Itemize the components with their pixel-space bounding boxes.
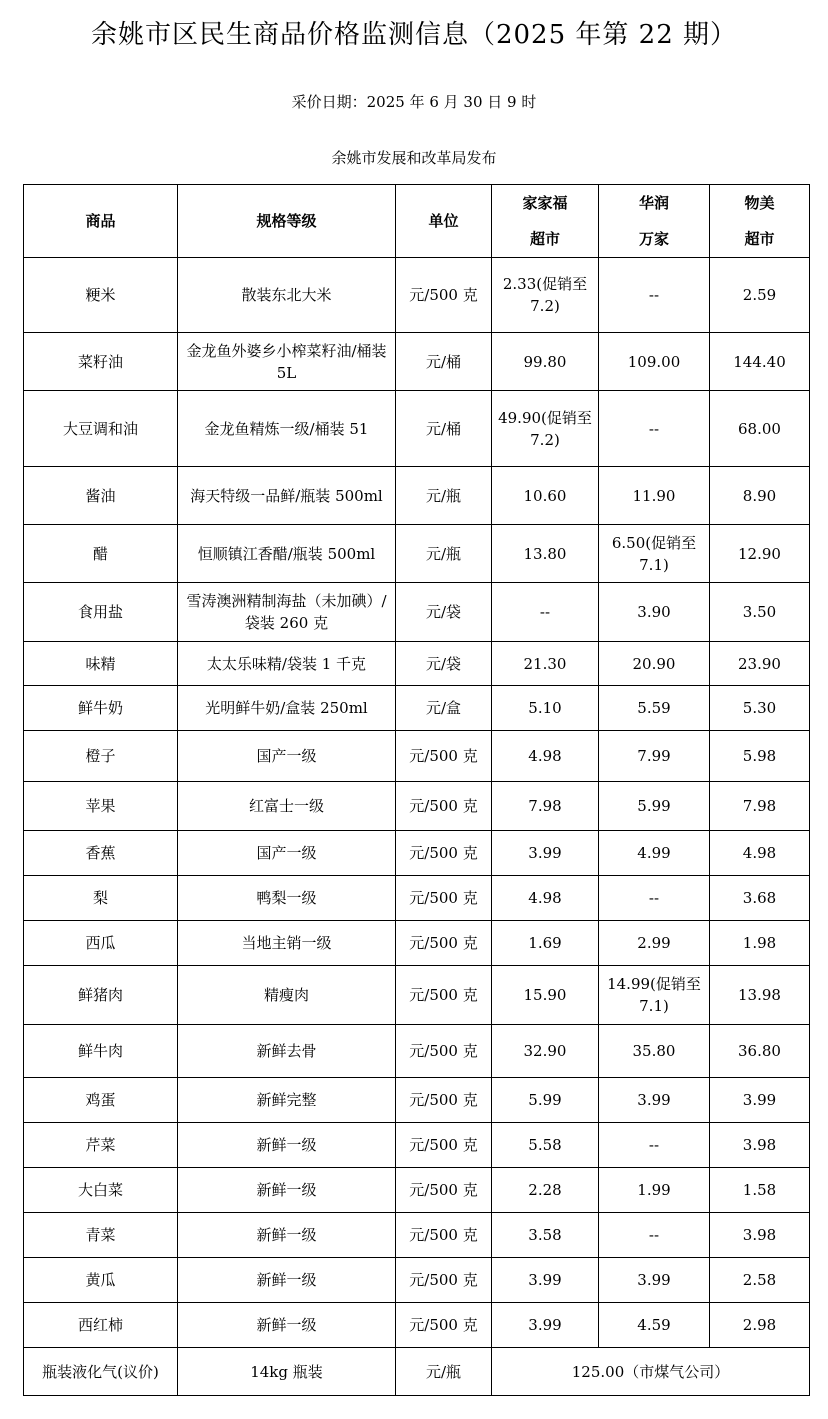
cell-price-huarun: 4.99 <box>599 831 710 876</box>
table-row <box>24 467 810 525</box>
cell-price-huarun: -- <box>599 1213 710 1258</box>
cell-name: 大白菜 <box>24 1168 178 1213</box>
cell-name: 梨 <box>24 876 178 921</box>
cell-price-huarun: 3.99 <box>599 1258 710 1303</box>
header-spec: 规格等级 <box>178 185 396 258</box>
cell-unit: 元/500 克 <box>396 1123 492 1168</box>
cell-spec: 新鲜一级 <box>178 1303 396 1348</box>
cell-price-wumei: 3.98 <box>710 1213 810 1258</box>
header-store-huarun-line1: 华润 <box>638 194 669 212</box>
cell-price-jiajiafu: 5.10 <box>492 686 599 731</box>
cell-spec: 红富士一级 <box>178 782 396 831</box>
header-store-wumei-line1: 物美 <box>744 194 775 212</box>
header-store-jiajiafu-line2: 超市 <box>529 230 560 248</box>
cell-price-huarun: 20.90 <box>599 642 710 686</box>
cell-price-wumei: 23.90 <box>710 642 810 686</box>
cell-spec: 新鲜完整 <box>178 1078 396 1123</box>
cell-name: 香蕉 <box>24 831 178 876</box>
cell-price-huarun: 109.00 <box>599 333 710 391</box>
table-row <box>24 731 810 782</box>
cell-unit: 元/500 克 <box>396 966 492 1025</box>
cell-price-jiajiafu: -- <box>492 583 599 642</box>
cell-price-huarun: 11.90 <box>599 467 710 525</box>
cell-unit: 元/500 克 <box>396 258 492 333</box>
cell-unit: 元/500 克 <box>396 782 492 831</box>
cell-price-jiajiafu: 3.99 <box>492 831 599 876</box>
header-unit: 单位 <box>396 185 492 258</box>
cell-spec: 新鲜去骨 <box>178 1025 396 1078</box>
cell-spec: 14kg 瓶装 <box>178 1348 396 1396</box>
table-row <box>24 782 810 831</box>
cell-price-huarun: 6.50(促销至 7.1) <box>599 525 710 583</box>
cell-price-lpg: 125.00（市煤气公司） <box>492 1348 810 1396</box>
cell-spec: 散装东北大米 <box>178 258 396 333</box>
cell-price-wumei: 12.90 <box>710 525 810 583</box>
cell-price-wumei: 8.90 <box>710 467 810 525</box>
cell-price-jiajiafu: 1.69 <box>492 921 599 966</box>
cell-unit: 元/袋 <box>396 583 492 642</box>
cell-name: 粳米 <box>24 258 178 333</box>
cell-spec: 金龙鱼外婆乡小榨菜籽油/桶装 5L <box>178 333 396 391</box>
cell-spec: 新鲜一级 <box>178 1258 396 1303</box>
cell-unit: 元/500 克 <box>396 1303 492 1348</box>
cell-spec: 海天特级一品鲜/瓶装 500ml <box>178 467 396 525</box>
cell-price-jiajiafu: 3.58 <box>492 1213 599 1258</box>
header-store-wumei <box>710 185 810 258</box>
cell-spec: 金龙鱼精炼一级/桶装 51 <box>178 391 396 467</box>
cell-price-wumei: 3.98 <box>710 1123 810 1168</box>
cell-price-wumei: 3.50 <box>710 583 810 642</box>
cell-spec: 恒顺镇江香醋/瓶装 500ml <box>178 525 396 583</box>
cell-price-jiajiafu: 7.98 <box>492 782 599 831</box>
cell-name: 鲜牛肉 <box>24 1025 178 1078</box>
cell-name: 鲜猪肉 <box>24 966 178 1025</box>
table-row <box>24 642 810 686</box>
table-row <box>24 1258 810 1303</box>
cell-price-huarun: -- <box>599 876 710 921</box>
cell-price-huarun: 14.99(促销至 7.1) <box>599 966 710 1025</box>
cell-spec: 光明鲜牛奶/盒装 250ml <box>178 686 396 731</box>
cell-spec: 国产一级 <box>178 831 396 876</box>
cell-unit: 元/桶 <box>396 391 492 467</box>
table-row <box>24 966 810 1025</box>
cell-spec: 国产一级 <box>178 731 396 782</box>
cell-price-wumei: 3.99 <box>710 1078 810 1123</box>
cell-price-wumei: 7.98 <box>710 782 810 831</box>
cell-name: 味精 <box>24 642 178 686</box>
cell-price-huarun: 4.59 <box>599 1303 710 1348</box>
cell-price-huarun: 3.99 <box>599 1078 710 1123</box>
cell-price-huarun: 1.99 <box>599 1168 710 1213</box>
cell-unit: 元/500 克 <box>396 1213 492 1258</box>
cell-price-jiajiafu: 2.33(促销至 7.2) <box>492 258 599 333</box>
cell-unit: 元/袋 <box>396 642 492 686</box>
table-row <box>24 876 810 921</box>
cell-name: 酱油 <box>24 467 178 525</box>
table-row-lpg <box>24 1348 810 1396</box>
cell-name: 苹果 <box>24 782 178 831</box>
cell-price-jiajiafu: 4.98 <box>492 731 599 782</box>
cell-unit: 元/500 克 <box>396 1258 492 1303</box>
cell-price-huarun: 35.80 <box>599 1025 710 1078</box>
cell-unit: 元/500 克 <box>396 831 492 876</box>
cell-price-wumei: 144.40 <box>710 333 810 391</box>
cell-name: 菜籽油 <box>24 333 178 391</box>
cell-unit: 元/瓶 <box>396 525 492 583</box>
cell-name: 瓶装液化气(议价) <box>24 1348 178 1396</box>
cell-price-jiajiafu: 5.58 <box>492 1123 599 1168</box>
cell-price-wumei: 2.59 <box>710 258 810 333</box>
price-table <box>23 184 810 1396</box>
cell-name: 食用盐 <box>24 583 178 642</box>
cell-price-jiajiafu: 99.80 <box>492 333 599 391</box>
table-row <box>24 1078 810 1123</box>
cell-name: 西红柿 <box>24 1303 178 1348</box>
cell-price-wumei: 2.98 <box>710 1303 810 1348</box>
cell-price-wumei: 4.98 <box>710 831 810 876</box>
header-store-wumei-line2: 超市 <box>744 230 775 248</box>
cell-price-wumei: 5.98 <box>710 731 810 782</box>
cell-price-jiajiafu: 3.99 <box>492 1258 599 1303</box>
cell-unit: 元/500 克 <box>396 1168 492 1213</box>
cell-name: 橙子 <box>24 731 178 782</box>
cell-unit: 元/瓶 <box>396 467 492 525</box>
cell-spec: 新鲜一级 <box>178 1168 396 1213</box>
cell-name: 黄瓜 <box>24 1258 178 1303</box>
cell-unit: 元/500 克 <box>396 921 492 966</box>
cell-price-wumei: 3.68 <box>710 876 810 921</box>
cell-unit: 元/桶 <box>396 333 492 391</box>
cell-spec: 精瘦肉 <box>178 966 396 1025</box>
cell-price-wumei: 5.30 <box>710 686 810 731</box>
table-row <box>24 921 810 966</box>
header-name: 商品 <box>24 185 178 258</box>
table-row <box>24 1168 810 1213</box>
table-row <box>24 1213 810 1258</box>
cell-unit: 元/盒 <box>396 686 492 731</box>
table-header-row <box>24 185 810 258</box>
header-store-jiajiafu <box>492 185 599 258</box>
cell-unit: 元/500 克 <box>396 1025 492 1078</box>
cell-price-jiajiafu: 5.99 <box>492 1078 599 1123</box>
cell-price-huarun: -- <box>599 258 710 333</box>
header-store-huarun <box>599 185 710 258</box>
cell-unit: 元/500 克 <box>396 1078 492 1123</box>
cell-name: 西瓜 <box>24 921 178 966</box>
cell-price-huarun: 7.99 <box>599 731 710 782</box>
cell-price-jiajiafu: 49.90(促销至 7.2) <box>492 391 599 467</box>
cell-spec: 新鲜一级 <box>178 1123 396 1168</box>
cell-unit: 元/500 克 <box>396 731 492 782</box>
publisher: 余姚市发展和改革局发布 <box>331 149 497 167</box>
table-row <box>24 583 810 642</box>
table-row <box>24 1303 810 1348</box>
cell-name: 醋 <box>24 525 178 583</box>
cell-name: 鲜牛奶 <box>24 686 178 731</box>
cell-price-huarun: -- <box>599 391 710 467</box>
cell-price-jiajiafu: 21.30 <box>492 642 599 686</box>
header-store-huarun-line2: 万家 <box>638 230 669 248</box>
header-store-jiajiafu-line1: 家家福 <box>522 194 568 212</box>
cell-price-wumei: 13.98 <box>710 966 810 1025</box>
table-row <box>24 525 810 583</box>
table-row <box>24 1025 810 1078</box>
cell-spec: 鸭梨一级 <box>178 876 396 921</box>
cell-spec: 雪涛澳洲精制海盐（未加碘）/袋装 260 克 <box>178 583 396 642</box>
cell-name: 芹菜 <box>24 1123 178 1168</box>
table-row <box>24 391 810 467</box>
cell-price-wumei: 36.80 <box>710 1025 810 1078</box>
cell-price-huarun: -- <box>599 1123 710 1168</box>
cell-price-jiajiafu: 3.99 <box>492 1303 599 1348</box>
cell-price-wumei: 2.58 <box>710 1258 810 1303</box>
cell-price-jiajiafu: 13.80 <box>492 525 599 583</box>
page-title: 余姚市区民生商品价格监测信息（2025 年第 22 期） <box>90 20 738 50</box>
cell-price-jiajiafu: 2.28 <box>492 1168 599 1213</box>
cell-unit: 元/500 克 <box>396 876 492 921</box>
cell-price-huarun: 2.99 <box>599 921 710 966</box>
cell-price-wumei: 1.58 <box>710 1168 810 1213</box>
cell-price-jiajiafu: 32.90 <box>492 1025 599 1078</box>
cell-name: 大豆调和油 <box>24 391 178 467</box>
cell-price-jiajiafu: 10.60 <box>492 467 599 525</box>
cell-price-jiajiafu: 15.90 <box>492 966 599 1025</box>
cell-unit: 元/瓶 <box>396 1348 492 1396</box>
table-row <box>24 831 810 876</box>
table-row <box>24 333 810 391</box>
cell-price-wumei: 1.98 <box>710 921 810 966</box>
cell-price-huarun: 3.90 <box>599 583 710 642</box>
table-row <box>24 258 810 333</box>
cell-spec: 太太乐味精/袋装 1 千克 <box>178 642 396 686</box>
cell-price-huarun: 5.59 <box>599 686 710 731</box>
cell-name: 青菜 <box>24 1213 178 1258</box>
cell-price-huarun: 5.99 <box>599 782 710 831</box>
collection-date: 采价日期：2025 年 6 月 30 日 9 时 <box>291 93 537 111</box>
table-row <box>24 1123 810 1168</box>
cell-price-wumei: 68.00 <box>710 391 810 467</box>
cell-spec: 新鲜一级 <box>178 1213 396 1258</box>
cell-spec: 当地主销一级 <box>178 921 396 966</box>
cell-price-jiajiafu: 4.98 <box>492 876 599 921</box>
table-row <box>24 686 810 731</box>
cell-name: 鸡蛋 <box>24 1078 178 1123</box>
